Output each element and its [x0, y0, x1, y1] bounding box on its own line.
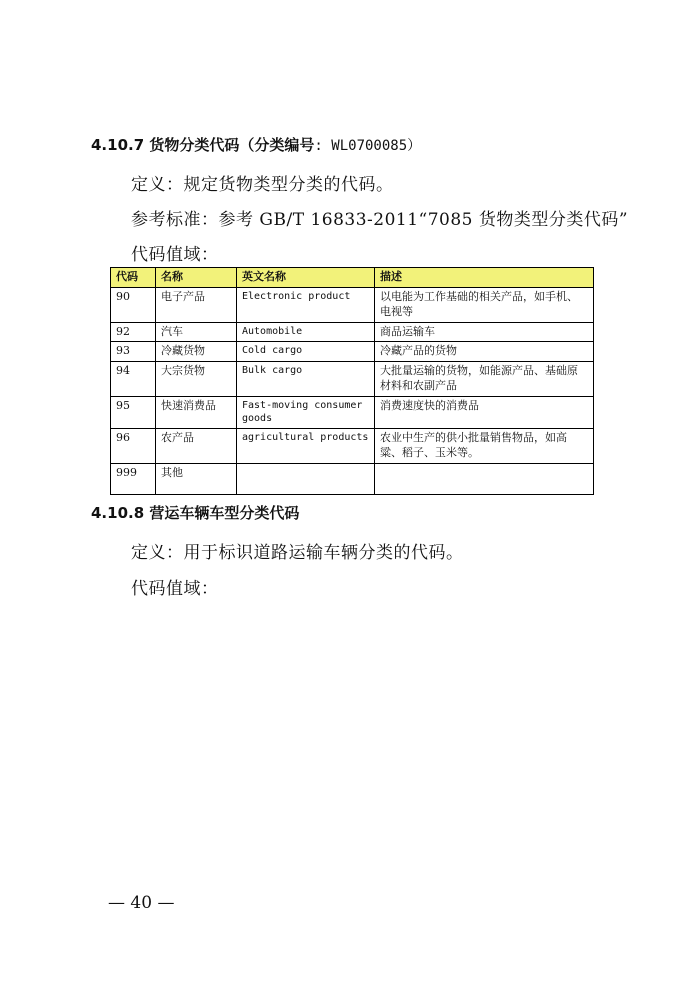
- cell-name: 快速消费品: [156, 396, 237, 428]
- table-row: [111, 342, 594, 362]
- code-domain-label: 代码值域：: [131, 245, 219, 265]
- cell-name: 其他: [156, 463, 237, 494]
- table-row: [111, 362, 594, 397]
- cell-name: 冷藏货物: [156, 342, 237, 362]
- cell-code: 94: [111, 362, 156, 397]
- cell-name: 农产品: [156, 428, 237, 463]
- table-row: [111, 396, 594, 428]
- column-header-description: 描述: [375, 268, 594, 288]
- cargo-type-code-table: [110, 267, 594, 495]
- section-heading-4-10-8: [91, 502, 299, 523]
- section-code-label: （分类编号: [239, 136, 315, 154]
- cell-name: 大宗货物: [156, 362, 237, 397]
- section-title: 货物分类代码: [149, 136, 240, 154]
- cell-description: 农业中生产的供小批量销售物品，如高粱、稻子、玉米等。: [375, 428, 594, 463]
- column-header-name: 名称: [156, 268, 237, 288]
- cell-code: 95: [111, 396, 156, 428]
- cell-description: [375, 463, 594, 494]
- column-header-english-name: 英文名称: [237, 268, 375, 288]
- cell-code: 92: [111, 322, 156, 342]
- table-row: [111, 463, 594, 494]
- cell-code: 96: [111, 428, 156, 463]
- cell-english: Cold cargo: [237, 342, 375, 362]
- cell-code: 999: [111, 463, 156, 494]
- table-row: [111, 287, 594, 322]
- cell-english: agricultural products: [237, 428, 375, 463]
- definition-paragraph: 定义：用于标识道路运输车辆分类的代码。: [131, 543, 464, 563]
- definition-paragraph: 定义：规定货物类型分类的代码。: [131, 175, 394, 195]
- cell-description: 大批量运输的货物，如能源产品、基础原材料和农副产品: [375, 362, 594, 397]
- table-row: [111, 428, 594, 463]
- reference-paragraph: 参考标准：参考 GB/T 16833-2011“7085 货物类型分类代码”: [131, 210, 629, 230]
- page-number: — 40 —: [108, 893, 175, 913]
- section-code-value: : WL0700085）: [314, 138, 422, 154]
- cell-description: 以电能为工作基础的相关产品，如手机、电视等: [375, 287, 594, 322]
- cell-english: [237, 463, 375, 494]
- section-heading-4-10-7: [91, 134, 421, 155]
- section-number: 4.10.7: [91, 136, 145, 154]
- cell-description: 冷藏产品的货物: [375, 342, 594, 362]
- section-title: 营运车辆车型分类代码: [149, 504, 300, 522]
- cell-english: Electronic product: [237, 287, 375, 322]
- cell-code: 93: [111, 342, 156, 362]
- column-header-code: 代码: [111, 268, 156, 288]
- cell-name: 电子产品: [156, 287, 237, 322]
- table-row: [111, 322, 594, 342]
- cell-description: 消费速度快的消费品: [375, 396, 594, 428]
- cell-english: Fast-moving consumer goods: [237, 396, 375, 428]
- cell-description: 商品运输车: [375, 322, 594, 342]
- code-domain-label: 代码值域：: [131, 579, 219, 599]
- cell-english: Automobile: [237, 322, 375, 342]
- cell-code: 90: [111, 287, 156, 322]
- table-header-row: [111, 268, 594, 288]
- cell-english: Bulk cargo: [237, 362, 375, 397]
- cell-name: 汽车: [156, 322, 237, 342]
- section-number: 4.10.8: [91, 504, 145, 522]
